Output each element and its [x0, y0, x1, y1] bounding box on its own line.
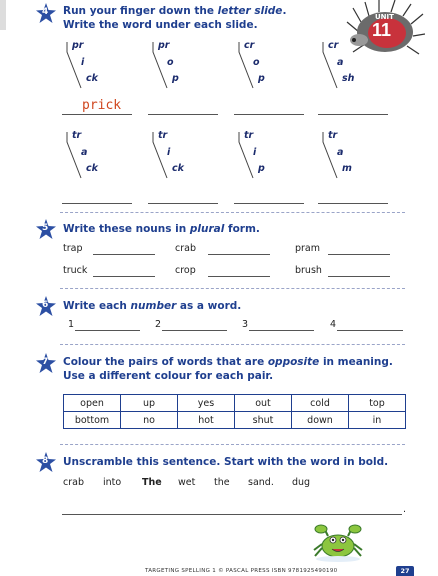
question-number: 7 — [42, 357, 49, 367]
table-cell[interactable]: top — [349, 395, 406, 412]
letter-slide — [150, 130, 210, 192]
answer-line[interactable] — [328, 276, 390, 277]
letter-slide — [150, 40, 210, 102]
q7-emphasis: opposite — [267, 356, 320, 368]
slide-letters: i — [81, 57, 85, 68]
letter-slide — [236, 130, 296, 192]
q8-text: Unscramble this sentence. Start with the word in — [63, 456, 359, 468]
q7-text: Colour the pairs of words that are — [63, 356, 268, 368]
answer-line[interactable] — [148, 203, 218, 204]
slide-letters: a — [81, 147, 88, 158]
q4-text-line2: Write the word under each slide. — [63, 19, 258, 31]
q5-text-end: form. — [224, 223, 260, 235]
slide-letters: pr — [158, 40, 170, 51]
answer-line[interactable] — [234, 203, 304, 204]
answer-line[interactable] — [162, 330, 227, 331]
question-8-badge — [35, 452, 57, 474]
slide-letters: sh — [342, 73, 355, 84]
slide-letters: tr — [158, 130, 168, 141]
question-number: 5 — [42, 223, 49, 233]
slide-letters: p — [172, 73, 179, 84]
scrambled-word: sand. — [248, 477, 274, 488]
answer-line[interactable] — [249, 330, 314, 331]
example-answer: prick — [82, 98, 122, 113]
slide-letters: o — [167, 57, 174, 68]
answer-line[interactable] — [148, 114, 218, 115]
table-cell[interactable]: cold — [292, 395, 349, 412]
question-4-instructions — [63, 4, 286, 32]
slide-letters: tr — [72, 130, 82, 141]
noun-word: brush — [295, 265, 322, 276]
sentence-end-mark: . — [403, 504, 407, 515]
q4-emphasis: letter slide — [217, 5, 283, 17]
q6-text: Write each — [63, 300, 131, 312]
table-cell[interactable]: up — [121, 395, 178, 412]
sentence-answer-line[interactable] — [62, 514, 402, 515]
q6-emphasis: number — [130, 300, 177, 312]
question-8-instructions — [63, 455, 388, 469]
letter-slide — [320, 40, 380, 102]
number-label: 3 — [242, 319, 249, 330]
footer-copyright: TARGETING SPELLING 1 © PASCAL PRESS ISBN 9781925490190 — [145, 568, 338, 574]
answer-line[interactable] — [318, 114, 388, 115]
table-cell[interactable]: in — [349, 412, 406, 429]
noun-word: crab — [175, 243, 196, 254]
table-cell[interactable]: yes — [178, 395, 235, 412]
answer-line[interactable] — [75, 330, 140, 331]
noun-word: trap — [63, 243, 83, 254]
table-cell[interactable]: out — [235, 395, 292, 412]
table-cell[interactable]: down — [292, 412, 349, 429]
scrambled-word: wet — [178, 477, 196, 488]
question-7-instructions — [63, 355, 393, 383]
scrambled-word: the — [214, 477, 230, 488]
scrambled-word: dug — [292, 477, 311, 488]
slide-letters: ck — [172, 163, 184, 174]
q8-text-end: . — [384, 456, 389, 468]
slide-letters: a — [337, 147, 344, 158]
noun-word: crop — [175, 265, 196, 276]
crab-mascot-icon — [312, 524, 364, 562]
slide-letters: o — [253, 57, 260, 68]
page-edge — [0, 0, 6, 30]
slide-letters: cr — [328, 40, 339, 51]
section-divider — [60, 444, 405, 445]
slide-letters: tr — [244, 130, 254, 141]
scrambled-word: into — [103, 477, 122, 488]
table-cell[interactable]: shut — [235, 412, 292, 429]
question-number: 6 — [42, 300, 49, 310]
letter-slide — [64, 130, 124, 192]
scrambled-word: crab — [63, 477, 84, 488]
question-6-instructions — [63, 299, 241, 313]
answer-line[interactable] — [337, 330, 403, 331]
table-cell[interactable]: bottom — [64, 412, 121, 429]
question-7-badge — [35, 353, 57, 375]
table-cell[interactable]: no — [121, 412, 178, 429]
slide-letters: m — [342, 163, 352, 174]
question-number: 8 — [42, 456, 49, 466]
slide-letters: i — [167, 147, 171, 158]
unit-number: 11 — [372, 20, 392, 40]
q6-text-end: as a word. — [176, 300, 242, 312]
answer-line[interactable] — [208, 254, 270, 255]
slide-letters: i — [253, 147, 257, 158]
number-label: 1 — [68, 319, 75, 330]
answer-line[interactable] — [208, 276, 270, 277]
question-number: 4 — [42, 7, 49, 17]
table-row — [64, 395, 406, 412]
slide-letters: p — [258, 163, 265, 174]
letter-slide — [236, 40, 296, 102]
crab-mascot — [312, 524, 364, 562]
q5-emphasis: plural — [189, 223, 225, 235]
q5-text: Write these nouns in — [63, 223, 190, 235]
section-divider — [60, 288, 405, 289]
q7-text-end: in meaning. — [319, 356, 393, 368]
number-label: 2 — [155, 319, 162, 330]
q4-text-end: . — [282, 5, 287, 17]
slide-letters: a — [337, 57, 344, 68]
question-4-badge — [35, 3, 57, 25]
answer-line[interactable] — [62, 114, 132, 115]
q8-bold: bold — [358, 456, 385, 468]
slide-letters: ck — [86, 163, 98, 174]
letter-slide — [64, 40, 124, 102]
question-5-badge — [35, 219, 57, 241]
answer-line[interactable] — [328, 254, 390, 255]
answer-line[interactable] — [93, 254, 155, 255]
answer-line[interactable] — [318, 203, 388, 204]
number-label: 4 — [330, 319, 337, 330]
noun-word: truck — [63, 265, 88, 276]
question-6-badge — [35, 296, 57, 318]
answer-line[interactable] — [62, 203, 132, 204]
slide-letters: pr — [72, 40, 84, 51]
slide-letters: p — [258, 73, 265, 84]
table-row — [64, 412, 406, 429]
slide-letters: cr — [244, 40, 255, 51]
answer-line[interactable] — [234, 114, 304, 115]
table-cell[interactable]: hot — [178, 412, 235, 429]
slide-letters: ck — [86, 73, 98, 84]
q4-text: Run your finger down the — [63, 5, 218, 17]
opposites-table — [63, 394, 406, 429]
scrambled-word-bold: The — [142, 477, 162, 488]
section-divider — [60, 344, 405, 345]
section-divider — [60, 212, 405, 213]
noun-word: pram — [295, 243, 321, 254]
table-cell[interactable]: open — [64, 395, 121, 412]
letter-slide — [320, 130, 380, 192]
question-5-instructions — [63, 222, 260, 236]
q7-text-line2: Use a different colour for each pair. — [63, 370, 274, 382]
slide-letters: tr — [328, 130, 338, 141]
unit-label: UNIT — [375, 13, 394, 21]
page-number: 27 — [396, 566, 414, 576]
answer-line[interactable] — [93, 276, 155, 277]
